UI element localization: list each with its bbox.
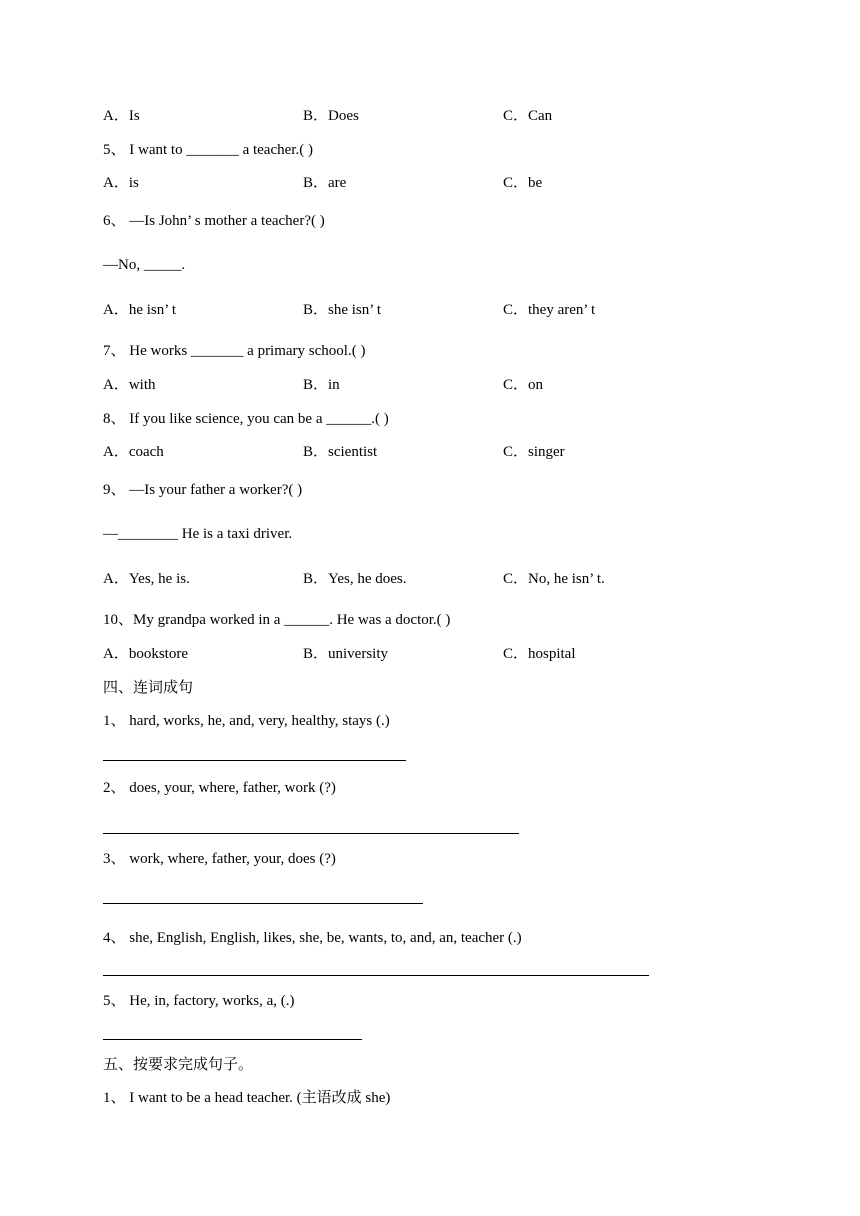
q8-option-b: B．scientist: [303, 444, 378, 460]
q7-text: 7、 He works _______ a primary school.( ): [103, 343, 366, 359]
q10-option-c: C．hospital: [503, 646, 576, 662]
q10-text: 10、My grandpa worked in a ______. He was a doctor.( ): [103, 612, 451, 628]
q4-option-c: C．Can: [503, 108, 553, 124]
q8-option-c: C．singer: [503, 444, 565, 460]
section4-title: 四、连词成句: [103, 678, 194, 696]
q8-option-a: A．coach: [103, 444, 164, 460]
q9-option-a: A．Yes, he is.: [103, 571, 190, 587]
answer-line-5[interactable]: [103, 1039, 362, 1040]
q10-option-b: B．university: [303, 646, 388, 662]
q6-option-a: A．he isn’ t: [103, 302, 177, 318]
q9-answer-line: —________ He is a taxi driver.: [103, 526, 293, 542]
section5-item-1: 1、 I want to be a head teacher. (主语改成 she): [103, 1090, 391, 1106]
q5-option-c: C．be: [503, 175, 543, 191]
section4-item-5: 5、 He, in, factory, works, a, (.): [103, 993, 295, 1009]
q10-option-a: A．bookstore: [103, 646, 188, 662]
q5-option-b: B．are: [303, 175, 347, 191]
q6-option-b: B．she isn’ t: [303, 302, 382, 318]
section5-title: 五、按要求完成句子。: [103, 1055, 254, 1073]
q9-option-c: C．No, he isn’ t.: [503, 571, 605, 587]
q7-option-b: B．in: [303, 377, 340, 393]
section4-item-1: 1、 hard, works, he, and, very, healthy, stays (.): [103, 713, 390, 729]
q8-text: 8、 If you like science, you can be a ______.( ): [103, 411, 389, 427]
answer-line-3[interactable]: [103, 903, 423, 904]
q6-text: 6、 —Is John’ s mother a teacher?( ): [103, 213, 325, 229]
answer-line-1[interactable]: [103, 760, 406, 761]
section4-item-3: 3、 work, where, father, your, does (?): [103, 851, 336, 867]
answer-line-2[interactable]: [103, 833, 519, 834]
section4-item-4: 4、 she, English, English, likes, she, be, wants, to, and, an, teacher (.): [103, 930, 522, 946]
answer-line-4[interactable]: [103, 975, 649, 976]
q7-option-c: C．on: [503, 377, 544, 393]
q9-text: 9、 —Is your father a worker?( ): [103, 482, 303, 498]
q4-option-b: B．Does: [303, 108, 359, 124]
q6-option-c: C．they aren’ t: [503, 302, 596, 318]
q6-answer-line: —No, _____.: [103, 257, 186, 273]
q9-option-b: B．Yes, he does.: [303, 571, 407, 587]
q5-option-a: A．is: [103, 175, 139, 191]
q5-text: 5、 I want to _______ a teacher.( ): [103, 142, 313, 158]
q7-option-a: A．with: [103, 377, 156, 393]
section4-item-2: 2、 does, your, where, father, work (?): [103, 780, 336, 796]
q4-option-a: A．Is: [103, 108, 140, 124]
